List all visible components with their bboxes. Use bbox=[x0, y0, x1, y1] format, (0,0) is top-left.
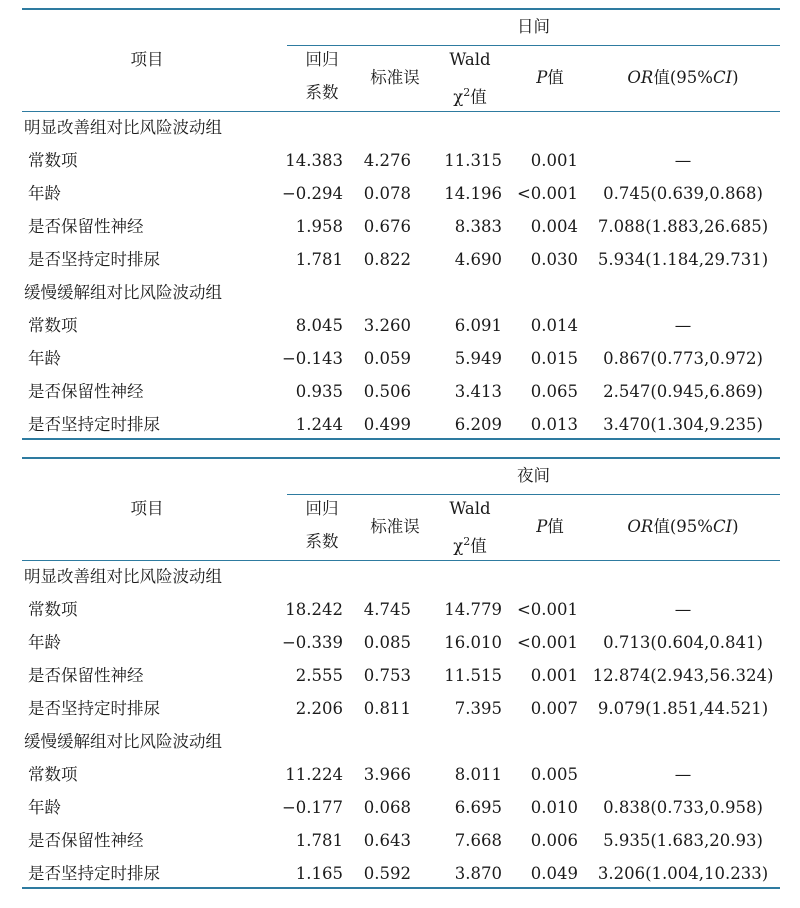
wald-suffix: 值 bbox=[470, 536, 487, 556]
coef-value: 18.242 bbox=[285, 600, 343, 619]
coef-value: 11.224 bbox=[285, 765, 343, 784]
or-header bbox=[590, 517, 776, 537]
p-value: 0.007 bbox=[530, 699, 578, 718]
se-value: 3.966 bbox=[363, 765, 411, 784]
row-label: 常数项 bbox=[28, 600, 78, 619]
or-value: 0.713(0.604,0.841) bbox=[603, 633, 763, 652]
se-value: 0.068 bbox=[363, 798, 411, 817]
header-bottom-rule bbox=[22, 111, 780, 112]
row-label: 是否保留性神经 bbox=[28, 831, 144, 850]
coef-value: 1.781 bbox=[295, 250, 343, 269]
se-value: 0.592 bbox=[363, 864, 411, 883]
se-value: 0.753 bbox=[363, 666, 411, 685]
wald-chi: χ bbox=[453, 536, 464, 556]
row-label: 年龄 bbox=[28, 633, 61, 652]
wald-value: 14.779 bbox=[444, 600, 502, 619]
coef-value: −0.177 bbox=[281, 798, 343, 817]
coef-value: 2.206 bbox=[295, 699, 343, 718]
row-label: 是否保留性神经 bbox=[28, 666, 144, 685]
row-label: 年龄 bbox=[28, 349, 61, 368]
p-value: 0.015 bbox=[530, 349, 578, 368]
row-label: 是否保留性神经 bbox=[28, 217, 144, 236]
coef-value: 1.958 bbox=[295, 217, 343, 236]
se-value: 0.078 bbox=[363, 184, 411, 203]
bottom-rule bbox=[22, 438, 780, 440]
project-header: 项目 bbox=[130, 499, 164, 518]
p-value: <0.001 bbox=[516, 600, 578, 619]
group-title: 缓慢缓解组对比风险波动组 bbox=[24, 732, 222, 751]
or-value: — bbox=[674, 600, 692, 619]
bottom-rule bbox=[22, 887, 780, 889]
or-value: 5.934(1.184,29.731) bbox=[597, 250, 769, 269]
top-rule bbox=[22, 8, 780, 10]
or-header bbox=[590, 68, 776, 88]
se-value: 4.276 bbox=[363, 151, 411, 170]
or-end: ) bbox=[732, 68, 739, 87]
wald-value: 7.668 bbox=[454, 831, 502, 850]
p-value: 0.013 bbox=[530, 415, 578, 434]
wald-value: 3.413 bbox=[454, 382, 502, 401]
wald-value: 11.515 bbox=[444, 666, 502, 685]
or-value: 12.874(2.943,56.324) bbox=[592, 666, 774, 685]
coef-value: −0.339 bbox=[281, 633, 343, 652]
coef-value: −0.143 bbox=[281, 349, 343, 368]
wald-value: 6.695 bbox=[454, 798, 502, 817]
or-italic: OR bbox=[627, 68, 654, 87]
wald-value: 6.209 bbox=[454, 415, 502, 434]
coef-header-line1: 回归 bbox=[305, 50, 339, 69]
se-header: 标准误 bbox=[370, 68, 420, 87]
row-label: 年龄 bbox=[28, 798, 61, 817]
group-title: 明显改善组对比风险波动组 bbox=[24, 118, 222, 137]
wald-suffix: 值 bbox=[470, 87, 487, 107]
coef-value: 0.935 bbox=[295, 382, 343, 401]
wald-header-line2 bbox=[430, 532, 510, 557]
p-value: <0.001 bbox=[516, 633, 578, 652]
wald-value: 3.870 bbox=[454, 864, 502, 883]
wald-header-line1: Wald bbox=[449, 499, 491, 518]
or-ci: CI bbox=[712, 517, 733, 536]
p-value: 0.030 bbox=[530, 250, 578, 269]
se-value: 0.676 bbox=[363, 217, 411, 236]
p-value: 0.001 bbox=[530, 666, 578, 685]
row-label: 年龄 bbox=[28, 184, 61, 203]
wald-sup: 2 bbox=[463, 86, 471, 99]
coef-header-line2: 系数 bbox=[305, 532, 339, 551]
wald-sup: 2 bbox=[463, 535, 471, 548]
row-label: 常数项 bbox=[28, 151, 78, 170]
or-ci: CI bbox=[712, 68, 733, 87]
se-value: 0.085 bbox=[363, 633, 411, 652]
coef-value: 1.781 bbox=[295, 831, 343, 850]
coef-header-line1: 回归 bbox=[305, 499, 339, 518]
se-value: 0.059 bbox=[363, 349, 411, 368]
or-mid: 值(95% bbox=[653, 68, 713, 87]
or-value: 2.547(0.945,6.869) bbox=[603, 382, 763, 401]
row-label: 是否坚持定时排尿 bbox=[28, 415, 160, 434]
or-mid: 值(95% bbox=[653, 517, 713, 536]
coef-value: 1.165 bbox=[295, 864, 343, 883]
se-value: 0.499 bbox=[363, 415, 411, 434]
coef-header-line2: 系数 bbox=[305, 83, 339, 102]
p-value: 0.006 bbox=[530, 831, 578, 850]
period-header: 日间 bbox=[517, 17, 550, 36]
p-value: 0.049 bbox=[530, 864, 578, 883]
p-value: 0.014 bbox=[530, 316, 578, 335]
p-header bbox=[515, 517, 585, 537]
header-subrule bbox=[287, 494, 780, 495]
wald-chi: χ bbox=[453, 87, 464, 107]
or-value: 0.838(0.733,0.958) bbox=[603, 798, 763, 817]
se-value: 3.260 bbox=[363, 316, 411, 335]
se-value: 0.811 bbox=[363, 699, 411, 718]
or-value: 3.206(1.004,10.233) bbox=[597, 864, 769, 883]
or-value: 3.470(1.304,9.235) bbox=[603, 415, 763, 434]
p-value: 0.065 bbox=[530, 382, 578, 401]
or-value: 5.935(1.683,20.93) bbox=[603, 831, 763, 850]
row-label: 常数项 bbox=[28, 765, 78, 784]
or-value: 7.088(1.883,26.685) bbox=[597, 217, 769, 236]
coef-value: 14.383 bbox=[285, 151, 343, 170]
p-value: 0.010 bbox=[530, 798, 578, 817]
top-rule bbox=[22, 457, 780, 459]
row-label: 是否保留性神经 bbox=[28, 382, 144, 401]
or-value: 9.079(1.851,44.521) bbox=[597, 699, 769, 718]
wald-value: 6.091 bbox=[454, 316, 502, 335]
coef-value: −0.294 bbox=[281, 184, 343, 203]
coef-value: 8.045 bbox=[295, 316, 343, 335]
wald-value: 7.395 bbox=[454, 699, 502, 718]
or-value: 0.867(0.773,0.972) bbox=[603, 349, 763, 368]
wald-header-line2 bbox=[430, 83, 510, 108]
p-value: 0.005 bbox=[530, 765, 578, 784]
group-title: 明显改善组对比风险波动组 bbox=[24, 567, 222, 586]
wald-header-line1: Wald bbox=[449, 50, 491, 69]
wald-value: 14.196 bbox=[444, 184, 502, 203]
header-subrule bbox=[287, 45, 780, 46]
group-title: 缓慢缓解组对比风险波动组 bbox=[24, 283, 222, 302]
row-label: 常数项 bbox=[28, 316, 78, 335]
p-italic: P bbox=[536, 517, 548, 536]
coef-value: 2.555 bbox=[295, 666, 343, 685]
se-value: 0.643 bbox=[363, 831, 411, 850]
wald-value: 4.690 bbox=[454, 250, 502, 269]
p-suffix: 值 bbox=[547, 68, 564, 87]
or-value: — bbox=[674, 765, 692, 784]
row-label: 是否坚持定时排尿 bbox=[28, 250, 160, 269]
p-header bbox=[515, 68, 585, 88]
project-header: 项目 bbox=[130, 50, 164, 69]
row-label: 是否坚持定时排尿 bbox=[28, 864, 160, 883]
or-value: 0.745(0.639,0.868) bbox=[603, 184, 763, 203]
or-italic: OR bbox=[627, 517, 654, 536]
se-value: 0.822 bbox=[363, 250, 411, 269]
or-end: ) bbox=[732, 517, 739, 536]
p-italic: P bbox=[536, 68, 548, 87]
se-value: 0.506 bbox=[363, 382, 411, 401]
or-value: — bbox=[674, 151, 692, 170]
coef-value: 1.244 bbox=[295, 415, 343, 434]
wald-value: 11.315 bbox=[444, 151, 502, 170]
se-value: 4.745 bbox=[363, 600, 411, 619]
or-value: — bbox=[674, 316, 692, 335]
period-header: 夜间 bbox=[517, 466, 550, 485]
se-header: 标准误 bbox=[370, 517, 420, 536]
p-value: 0.004 bbox=[530, 217, 578, 236]
wald-value: 16.010 bbox=[444, 633, 502, 652]
header-bottom-rule bbox=[22, 560, 780, 561]
wald-value: 8.011 bbox=[454, 765, 502, 784]
wald-value: 8.383 bbox=[454, 217, 502, 236]
p-suffix: 值 bbox=[547, 517, 564, 536]
p-value: 0.001 bbox=[530, 151, 578, 170]
row-label: 是否坚持定时排尿 bbox=[28, 699, 160, 718]
p-value: <0.001 bbox=[516, 184, 578, 203]
wald-value: 5.949 bbox=[454, 349, 502, 368]
